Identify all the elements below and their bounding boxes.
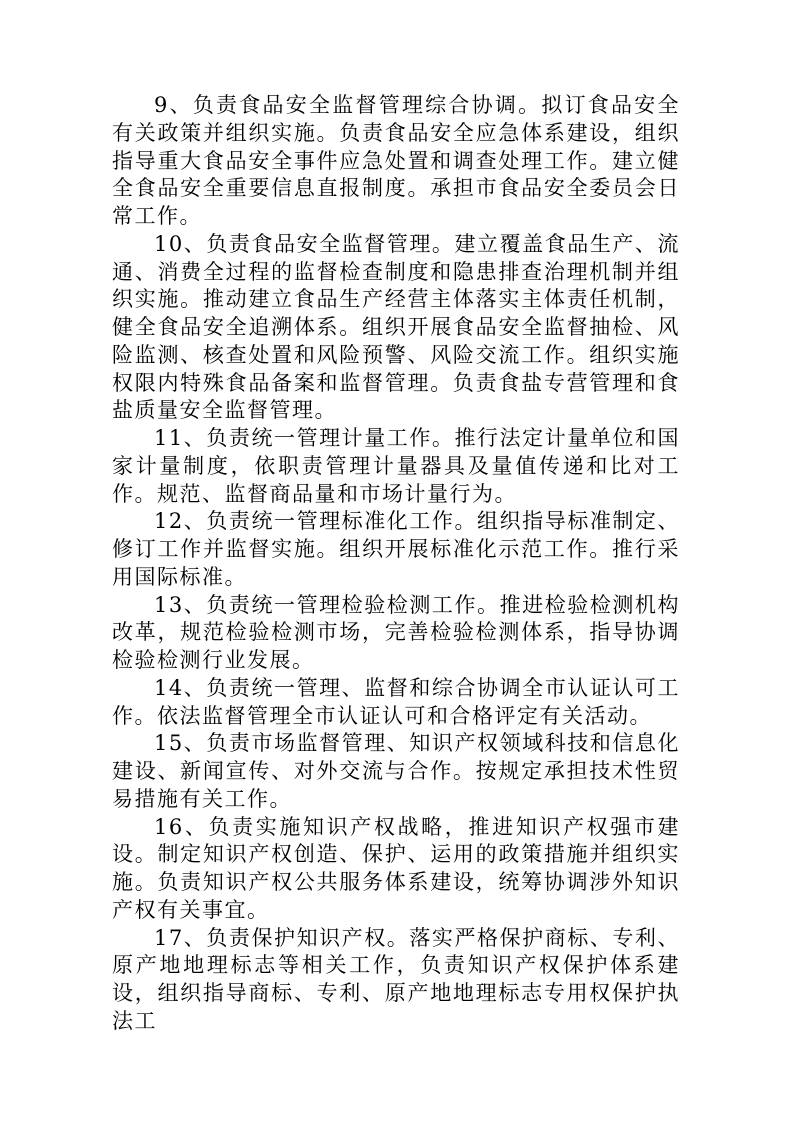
list-item-14: 14、负责统一管理、监督和综合协调全市认证认可工作。依法监督管理全市认证认可和合格评定有关活动。 <box>112 675 680 728</box>
list-item-12: 12、负责统一管理标准化工作。组织指导标准制定、修订工作并监督实施。组织开展标准化示范工作。推行采用国际标准。 <box>112 509 680 589</box>
list-item-10: 10、负责食品安全监督管理。建立覆盖食品生产、流通、消费全过程的监督检查制度和隐患排查治理机制并组织实施。推动建立食品生产经营主体落实主体责任机制，健全食品安全追溯体系。组织开展食品安全监督抽检、风险监测、核查处置和风险预警、风险交流工作。组织实施权限内特殊食品备案和监督管理。负责食盐专营管理和食盐质量安全监督管理。 <box>112 231 680 423</box>
list-item-11: 11、负责统一管理计量工作。推行法定计量单位和国家计量制度，依职责管理计量器具及量值传递和比对工作。规范、监督商品量和市场计量行为。 <box>112 426 680 506</box>
document-body <box>112 92 680 1036</box>
list-item-15: 15、负责市场监督管理、知识产权领域科技和信息化建设、新闻宣传、对外交流与合作。按规定承担技术性贸易措施有关工作。 <box>112 731 680 811</box>
list-item-9: 9、负责食品安全监督管理综合协调。拟订食品安全有关政策并组织实施。负责食品安全应急体系建设，组织指导重大食品安全事件应急处置和调查处理工作。建立健全食品安全重要信息直报制度。承担市食品安全委员会日常工作。 <box>112 93 680 228</box>
list-item-17: 17、负责保护知识产权。落实严格保护商标、专利、原产地地理标志等相关工作，负责知识产权保护体系建设，组织指导商标、专利、原产地地理标志专用权保护执法工 <box>112 925 680 1033</box>
list-item-16: 16、负责实施知识产权战略，推进知识产权强市建设。制定知识产权创造、保护、运用的政策措施并组织实施。负责知识产权公共服务体系建设，统筹协调涉外知识产权有关事宜。 <box>112 814 680 922</box>
list-item-13: 13、负责统一管理检验检测工作。推进检验检测机构改革，规范检验检测市场，完善检验检测体系，指导协调检验检测行业发展。 <box>112 592 680 672</box>
